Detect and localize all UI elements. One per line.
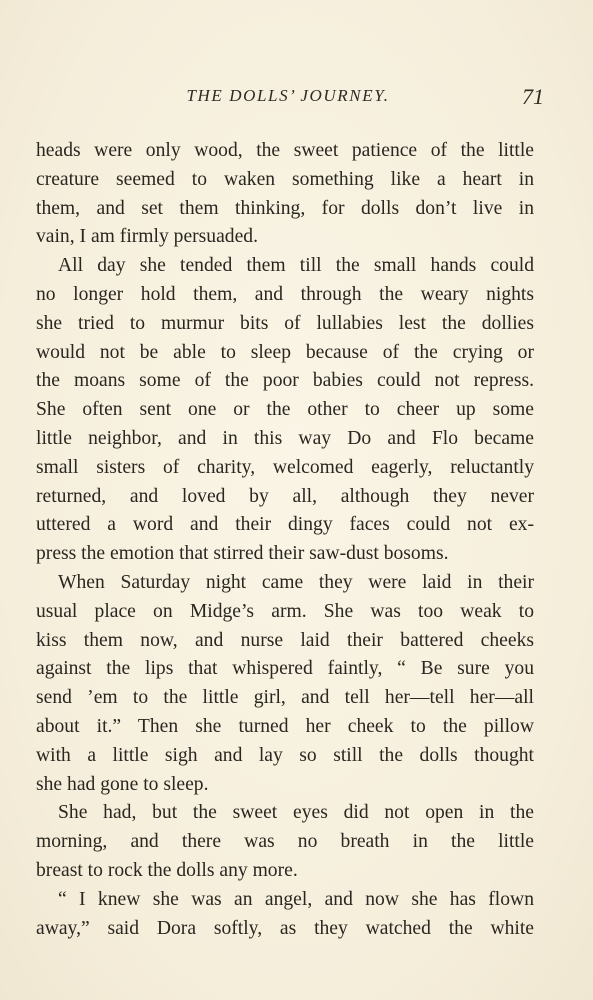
text-line: she tried to murmur bits of lullabies lest the dollies [36, 312, 534, 334]
text-line: She had, but the sweet eyes did not open in the [58, 802, 534, 824]
text-line: no longer hold them, and through the weary nights [36, 283, 534, 305]
page-number: 71 [522, 84, 544, 109]
running-head [36, 84, 544, 116]
body-text [36, 137, 534, 943]
running-title: THE DOLLS’ JOURNEY. [186, 86, 390, 105]
text-line: uttered a word and their dingy faces could not ex- [36, 514, 534, 536]
text-line: kiss them now, and nurse laid their battered cheeks [36, 629, 534, 651]
text-line: them, and set them thinking, for dolls don’t live in [36, 197, 534, 219]
text-line: All day she tended them till the small hands could [58, 255, 534, 277]
text-line: creature seemed to waken something like a heart in [36, 168, 534, 190]
text-line: away,” said Dora softly, as they watched the white [36, 917, 534, 939]
text-line: about it.” Then she turned her cheek to the pillow [36, 715, 534, 737]
text-line: returned, and loved by all, although they never [36, 485, 534, 507]
text-line: the moans some of the poor babies could not repress. [36, 370, 534, 392]
text-line: When Saturday night came they were laid in their [58, 571, 534, 593]
text-line: heads were only wood, the sweet patience of the little [36, 140, 534, 161]
text-line: would not be able to sleep because of the crying or [36, 341, 534, 363]
text-line: with a little sigh and lay so still the dolls thought [36, 744, 534, 766]
text-line: vain, I am firmly persuaded. [36, 226, 258, 248]
text-line: little neighbor, and in this way Do and Flo became [36, 427, 534, 449]
text-line: “ I knew she was an angel, and now she has flown [58, 888, 534, 910]
text-line: morning, and there was no breath in the little [36, 831, 534, 853]
text-line: send ’em to the little girl, and tell her—tell her—all [36, 687, 534, 709]
text-line: usual place on Midge’s arm. She was too weak to [36, 600, 534, 622]
text-line: She often sent one or the other to cheer up some [36, 399, 534, 421]
text-line: breast to rock the dolls any more. [36, 859, 298, 881]
text-line: against the lips that whispered faintly, “ Be sure you [36, 658, 534, 680]
text-line: she had gone to sleep. [36, 773, 209, 795]
text-line: press the emotion that stirred their saw-dust bosoms. [36, 543, 449, 565]
text-line: small sisters of charity, welcomed eagerly, reluctantly [36, 456, 534, 478]
